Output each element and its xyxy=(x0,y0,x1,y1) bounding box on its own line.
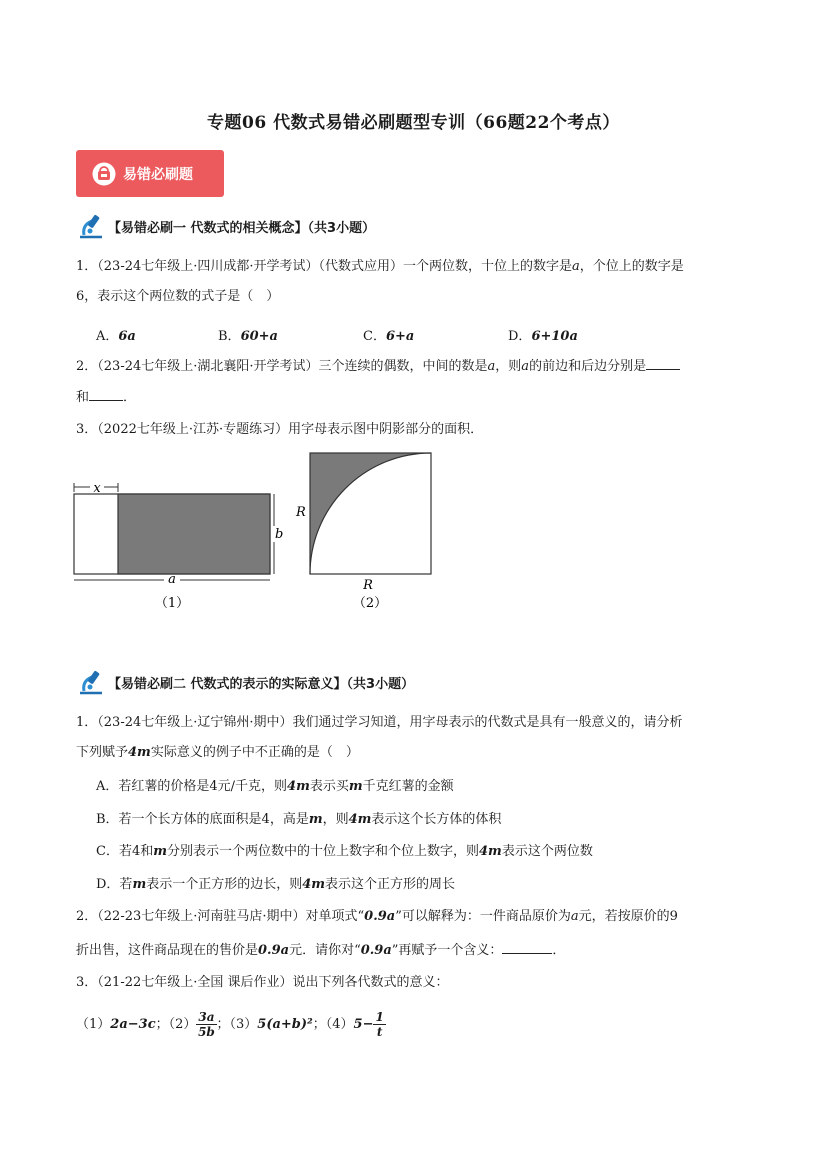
option-d[interactable]: D．6+10a xyxy=(508,329,578,344)
question-1-1-line1: 1．（23-24七年级上·四川成都·开学考试）（代数式应用）一个两位数，十位上的数字是a，个位上的数字是 xyxy=(76,259,684,274)
figure-1-rectangle xyxy=(68,478,288,618)
bag-icon xyxy=(92,162,116,186)
microscope-icon xyxy=(76,213,106,239)
answer-blank-3[interactable] xyxy=(502,939,552,954)
question-1-1-line2: 6，表示这个两位数的式子是（ ） xyxy=(76,289,280,304)
option-c[interactable]: C．若4和m分别表示一个两位数中的十位上数字和个位上数字，则4m表示这个两位数 xyxy=(96,844,593,859)
question-1-2-line1: 2．（23-24七年级上·湖北襄阳·开学考试）三个连续的偶数，中间的数是a，则a的前边和后边分别是 xyxy=(76,355,680,377)
answer-blank-1[interactable] xyxy=(646,355,680,370)
label-a: a xyxy=(168,572,176,587)
label-r-left: R xyxy=(296,505,306,520)
question-2-1-line1: 1．（23-24七年级上·辽宁锦州·期中）我们通过学习知道，用字母表示的代数式是具有一般意义的，请分析 xyxy=(76,715,683,730)
caption-1: （1） xyxy=(154,596,190,611)
caption-2: （2） xyxy=(352,596,388,611)
fraction-1-t: $\frac{1}{t}$ xyxy=(375,1010,384,1039)
option-c[interactable]: C．6+a xyxy=(363,329,415,344)
microscope-icon xyxy=(76,669,106,695)
label-r-bottom: R xyxy=(363,578,373,593)
question-2-1-line2: 下列赋予4m实际意义的例子中不正确的是（ ） xyxy=(76,745,359,760)
badge-label: 易错必刷题 xyxy=(123,166,193,183)
shaded-rectangle xyxy=(118,494,270,574)
option-b[interactable]: B．若一个长方体的底面积是4，高是m，则4m表示这个长方体的体积 xyxy=(96,812,502,827)
section-heading-2: 【易错必刷二 代数式的表示的实际意义】（共3小题） xyxy=(76,670,414,694)
label-b: b xyxy=(275,527,284,542)
shaded-region xyxy=(310,453,431,574)
option-a[interactable]: A．6a xyxy=(96,329,136,344)
option-b[interactable]: B．60+a xyxy=(218,329,278,344)
section-badge xyxy=(76,150,224,197)
question-2-3: 3．（21-22七年级上·全国 课后作业）说出下列各代数式的意义： xyxy=(76,975,449,990)
option-a[interactable]: A．若红薯的价格是4元/千克，则4m表示买m千克红薯的金额 xyxy=(96,779,454,794)
question-1-3: 3．（2022七年级上·江苏·专题练习）用字母表示图中阴影部分的面积． xyxy=(76,422,484,437)
fraction-3a-5b: $\frac{3a}{5b}$ xyxy=(198,1010,215,1039)
section-heading-1: 【易错必刷一 代数式的相关概念】（共3小题） xyxy=(76,214,375,238)
page-title: 专题06 代数式易错必刷题型专训（66题22个考点） xyxy=(207,113,620,133)
option-d[interactable]: D．若m表示一个正方形的边长，则4m表示这个正方形的周长 xyxy=(96,877,456,892)
question-2-3-items: （1）2a−3c；（2） $\frac{3a}{5b}$ ；（3）5(a+b)²；（4）5− $\frac{1}{t}$ xyxy=(76,1010,384,1039)
question-1-2-line2: 和 ． xyxy=(76,386,136,408)
answer-blank-2[interactable] xyxy=(89,386,123,401)
figure-2-quarter-circle xyxy=(290,446,440,616)
label-x: x xyxy=(93,481,101,496)
question-2-2-line2: 折出售，这件商品现在的售价是0.9a元．请你对“0.9a”再赋予一个含义： ． xyxy=(76,939,565,961)
question-2-2-line1: 2．（22-23七年级上·河南驻马店·期中）对单项式“0.9a”可以解释为：一件商品原价为a元，若按原价的9 xyxy=(76,909,678,924)
